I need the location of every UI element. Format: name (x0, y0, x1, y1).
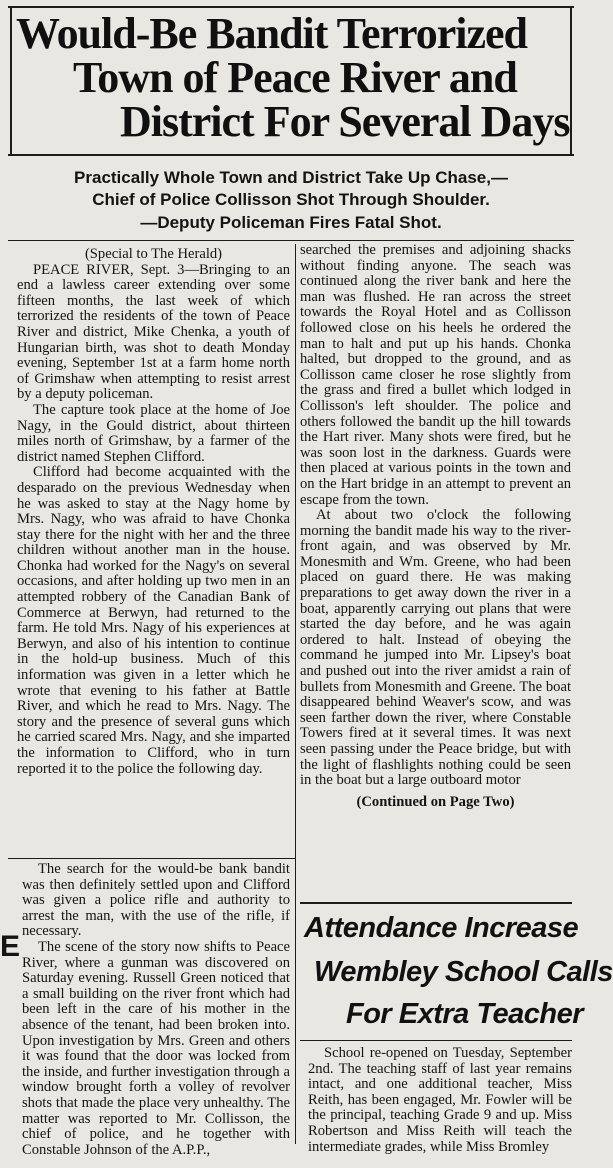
article-paragraph: At about two o'clock the following morning the bandit made his way to the river-front again, and was observed by Mr. Monesmith and Wm. Greene, who had been placed on guard there. He was making preparations to get away down the river in a boat, apparently carrying out plans that were started the day before, and he was again ordered to halt. Instead of obeying the command he jumped into Mr. Lipsey's boat and pushed out into the river amidst a rain of bullets from Monesmith and Greene. The boat disappeared behind Weaver's scow, and was seen farther down the river, where Constable Towers fired at it several times. It was next seen passing under the Peace bridge, but with the light of flashlights nothing could be seen in the boat but a large outboard motor (300, 507, 571, 789)
article-right-column (300, 243, 571, 810)
column-rule (295, 244, 296, 1144)
article-paragraph: The search for the would-be bank bandit was then definitely settled upon and Clifford was given a police rifle and authority to arrest the man, with the use of the rifle, if necessary. (22, 861, 290, 940)
headline-line-2: Town of Peace River and (73, 53, 517, 102)
special-to-herald: (Special to The Herald) (84, 246, 223, 262)
article-paragraph: PEACE RIVER, Sept. 3—Bringing to an end a lawless career extending over some fifteen months, the last week of which terrorized the residents of the town of Peace River and district, Mike Chenka, a youth of Hungarian birth, was shot to death Monday evening, September 1st at a farm home north of Grimshaw when attempting to resist arrest by a deputy policeman. (17, 261, 290, 403)
second-headline-line-3: For Extra Teacher (346, 998, 584, 1030)
article-left-column (17, 247, 290, 777)
edge-fragment: E (0, 930, 21, 963)
article-paragraph: searched the premises and adjoining shacks without finding anyone. The seach was continued along the river bank and here the man was flushed. He ran across the street towards the Royal Hotel and as Collisson followed close on his heels he ordered the man to halt and put up his hands. Chonka halted, but dropped to the ground, and as Collisson came closer he rose slightly from the grass and fired a bullet which lodged in Collisson's left shoulder. The police and others followed the bandit up the hill towards the Hart river. Many shots were fired, but he was soon lost in the darkness. Guards were then placed at various points in the town and on the Hart bridge in an attempt to prevent an escape from the town. (300, 242, 571, 508)
deck-line-1: Practically Whole Town and District Take Up Chase,— (74, 168, 508, 187)
headline-line-3: District For Several Days (120, 97, 570, 146)
continued-line: (Continued on Page Two) (356, 793, 515, 810)
headline-line-1: Would-Be Bandit Terrorized (16, 9, 528, 58)
second-story-rule (300, 902, 572, 904)
lower-left-rule (8, 858, 295, 859)
deck-divider (8, 240, 574, 241)
second-story-body (308, 1046, 572, 1155)
article-lower-column (22, 862, 290, 1158)
headline-divider (8, 154, 574, 156)
second-headline-line-1: Attendance Increase (304, 912, 579, 944)
article-paragraph: The capture took place at the home of Joe Nagy, in the Gould district, about thirteen miles north of Grimshaw, by a farmer of the district named Stephen Clifford. (17, 401, 290, 465)
deck-line-2: Chief of Police Collisson Shot Through Shoulder. (92, 190, 490, 209)
article-paragraph: Clifford had become acquainted with the desparado on the previous Wednesday when he was asked to stay at the Nagy home by Mrs. Nagy, who was afraid to have Chonka stay there for the night with her and the three children without another man in the house. Chonka had worked for the Nagy's on several occasions, and after holding up two men in an attempted robbery of the Canadian Bank of Commerce at Berwyn, had returned to the farm. He told Mrs. Nagy of his experiences at Berwyn, and also of his intention to continue in the hold-up business. Much of this information was given in a letter which he wrote that evening to his father at Battle River, and which he read to Mrs. Nagy. The story and the presence of several guns which he carried scared Mrs. Nagy, and she imparted the information to Clifford, who in turn reported it to the police the following day. (17, 464, 290, 777)
second-headline-line-2: Wembley School Calls (314, 956, 613, 988)
headline-right-rule (570, 6, 572, 156)
headline-left-rule (10, 6, 12, 156)
top-rule (8, 6, 574, 8)
deck-line-3: —Deputy Policeman Fires Fatal Shot. (140, 213, 442, 232)
second-headline-rule (300, 1040, 572, 1041)
article-paragraph: The scene of the story now shifts to Peace River, where a gunman was discovered on Saturday evening. Russell Green noticed that a small building on the river front which had been left in the care of his mother in the absence of the tenant, had been broken into. Upon investigation by Mrs. Green and others it was found that the door was locked from the inside, and further investigation through a window brought forth a volley of revolver shots that made the place very unhealthy. The matter was reported to Mr. Collisson, the chief of police, and he together with Constable Johnson of the A.P.P., (22, 938, 290, 1158)
article-paragraph: School re-opened on Tuesday, September 2nd. The teaching staff of last year remains intact, and one additional teacher, Miss Reith, has been engaged, Mr. Fowler will be the principal, teaching Grade 9 and up. Miss Robertson and Miss Reith will teach the intermediate grades, while Miss Bromley (308, 1045, 572, 1155)
